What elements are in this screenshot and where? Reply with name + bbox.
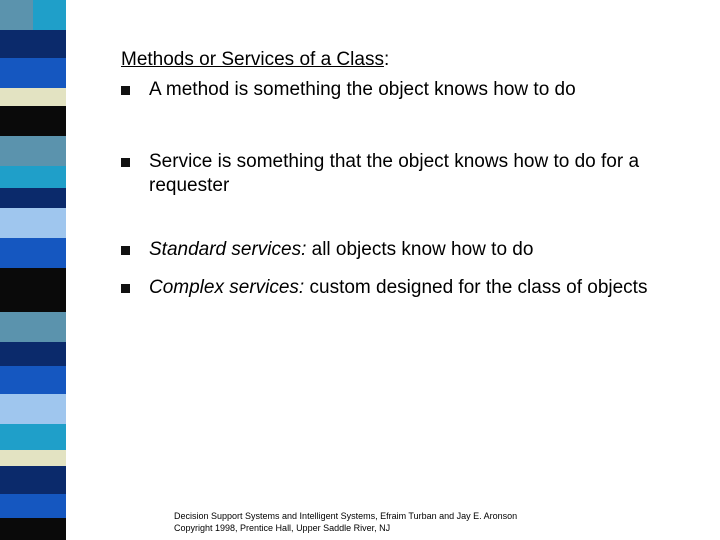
bullet-item xyxy=(121,150,701,198)
bullet-body: custom designed for the class of objects xyxy=(304,277,648,298)
bullet-text xyxy=(149,150,669,198)
strip-block xyxy=(0,268,66,312)
strip-block xyxy=(0,466,66,494)
square-bullet-icon xyxy=(121,246,130,255)
strip-block xyxy=(0,58,66,88)
strip-block xyxy=(0,424,66,450)
bullet-text xyxy=(149,276,669,300)
strip-block xyxy=(0,188,66,208)
strip-block xyxy=(0,30,66,58)
strip-block xyxy=(0,106,66,136)
footer-copyright-line: Copyright 1998, Prentice Hall, Upper Saddle River, NJ xyxy=(174,523,391,533)
strip-block xyxy=(0,394,66,424)
square-bullet-icon xyxy=(121,158,130,167)
bullet-emphasis: Complex services: xyxy=(149,277,305,298)
strip-block xyxy=(0,238,66,268)
bullet-body: all objects know how to do xyxy=(306,239,534,260)
strip-block xyxy=(0,208,66,238)
strip-block xyxy=(0,88,66,106)
slide-body xyxy=(121,48,701,298)
decorative-side-strip xyxy=(0,0,66,540)
strip-block xyxy=(0,166,66,188)
bullet-body: A method is something the object knows how to do xyxy=(149,79,576,100)
strip-block xyxy=(0,136,66,166)
strip-block xyxy=(0,494,66,518)
square-bullet-icon xyxy=(121,284,130,293)
strip-block xyxy=(0,366,66,394)
slide-footer xyxy=(174,510,594,534)
strip-block xyxy=(0,450,66,466)
strip-block xyxy=(0,312,66,342)
bullet-text xyxy=(149,238,669,262)
strip-block xyxy=(0,518,66,540)
strip-block xyxy=(0,342,66,366)
square-bullet-icon xyxy=(121,86,130,95)
heading-suffix: : xyxy=(383,49,390,70)
bullet-item xyxy=(121,276,701,324)
bullet-item xyxy=(121,78,701,126)
bullet-body: Service is something that the object knows how to do for a requester xyxy=(149,151,640,196)
footer-credit-line: Decision Support Systems and Intelligent Systems, Efraim Turban and Jay E. Aronson xyxy=(174,511,518,521)
heading-text: Methods or Services of a Class xyxy=(121,49,384,70)
slide-heading xyxy=(121,48,701,72)
bullet-emphasis: Standard services: xyxy=(149,239,307,260)
strip-block xyxy=(33,0,66,30)
bullet-item xyxy=(121,238,701,262)
bullet-text xyxy=(149,78,669,102)
